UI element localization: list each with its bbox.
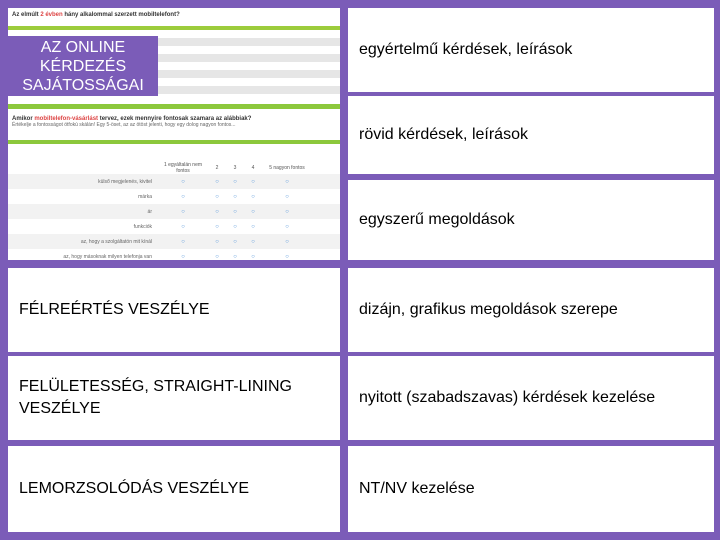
- design-graphics: dizájn, grafikus megoldások szerepe: [348, 268, 714, 352]
- risk-misunderstanding: FÉLREÉRTÉS VESZÉLYE: [8, 268, 340, 352]
- feature-simple-solutions: egyszerű megoldások: [348, 180, 714, 260]
- design-nt-nv: NT/NV kezelése: [348, 446, 714, 532]
- feature-clear-questions: egyértelmű kérdések, leírások: [348, 8, 714, 92]
- risk-straight-lining: FELÜLETESSÉG, STRAIGHT-LINING VESZÉLYE: [8, 356, 340, 440]
- feature-short-questions: rövid kérdések, leírások: [348, 96, 714, 174]
- survey-grid: 1 egyáltalán nem fontos 2 3 4 5 nagyon fontos külső megjelenés, kivitel ○ ○ ○ ○ ○ márka ○ ○ ○ ○ ○ ár ○ ○ ○ ○ ○ funkciók ○ ○ ○ ○ ○ az, hogy a szolgáltatón mit kínál ○ ○ ○ ○ ○ az, hogy másoknak milyen telefonja van ○ ○ ○ ○ ○: [8, 160, 340, 260]
- risk-dropout: LEMORZSOLÓDÁS VESZÉLYE: [8, 446, 340, 532]
- survey-question-1: Az elmúlt 2 évben hány alkalommal szerzett mobiltelefont?: [8, 8, 340, 30]
- survey-question-2: Amikor mobiltelefon-vásárlást tervez, ezek mennyire fontosak szamara az alábbiak? Értékelje a fontosságot ötfokú skálán! Egy 5-öset, az az ötöst jelenti, hogy egy dolog nagyon fontos...: [12, 116, 252, 128]
- design-open-questions: nyitott (szabadszavas) kérdések kezelése: [348, 356, 714, 440]
- page-title: AZ ONLINE KÉRDEZÉS SAJÁTOSSÁGAI: [8, 36, 158, 96]
